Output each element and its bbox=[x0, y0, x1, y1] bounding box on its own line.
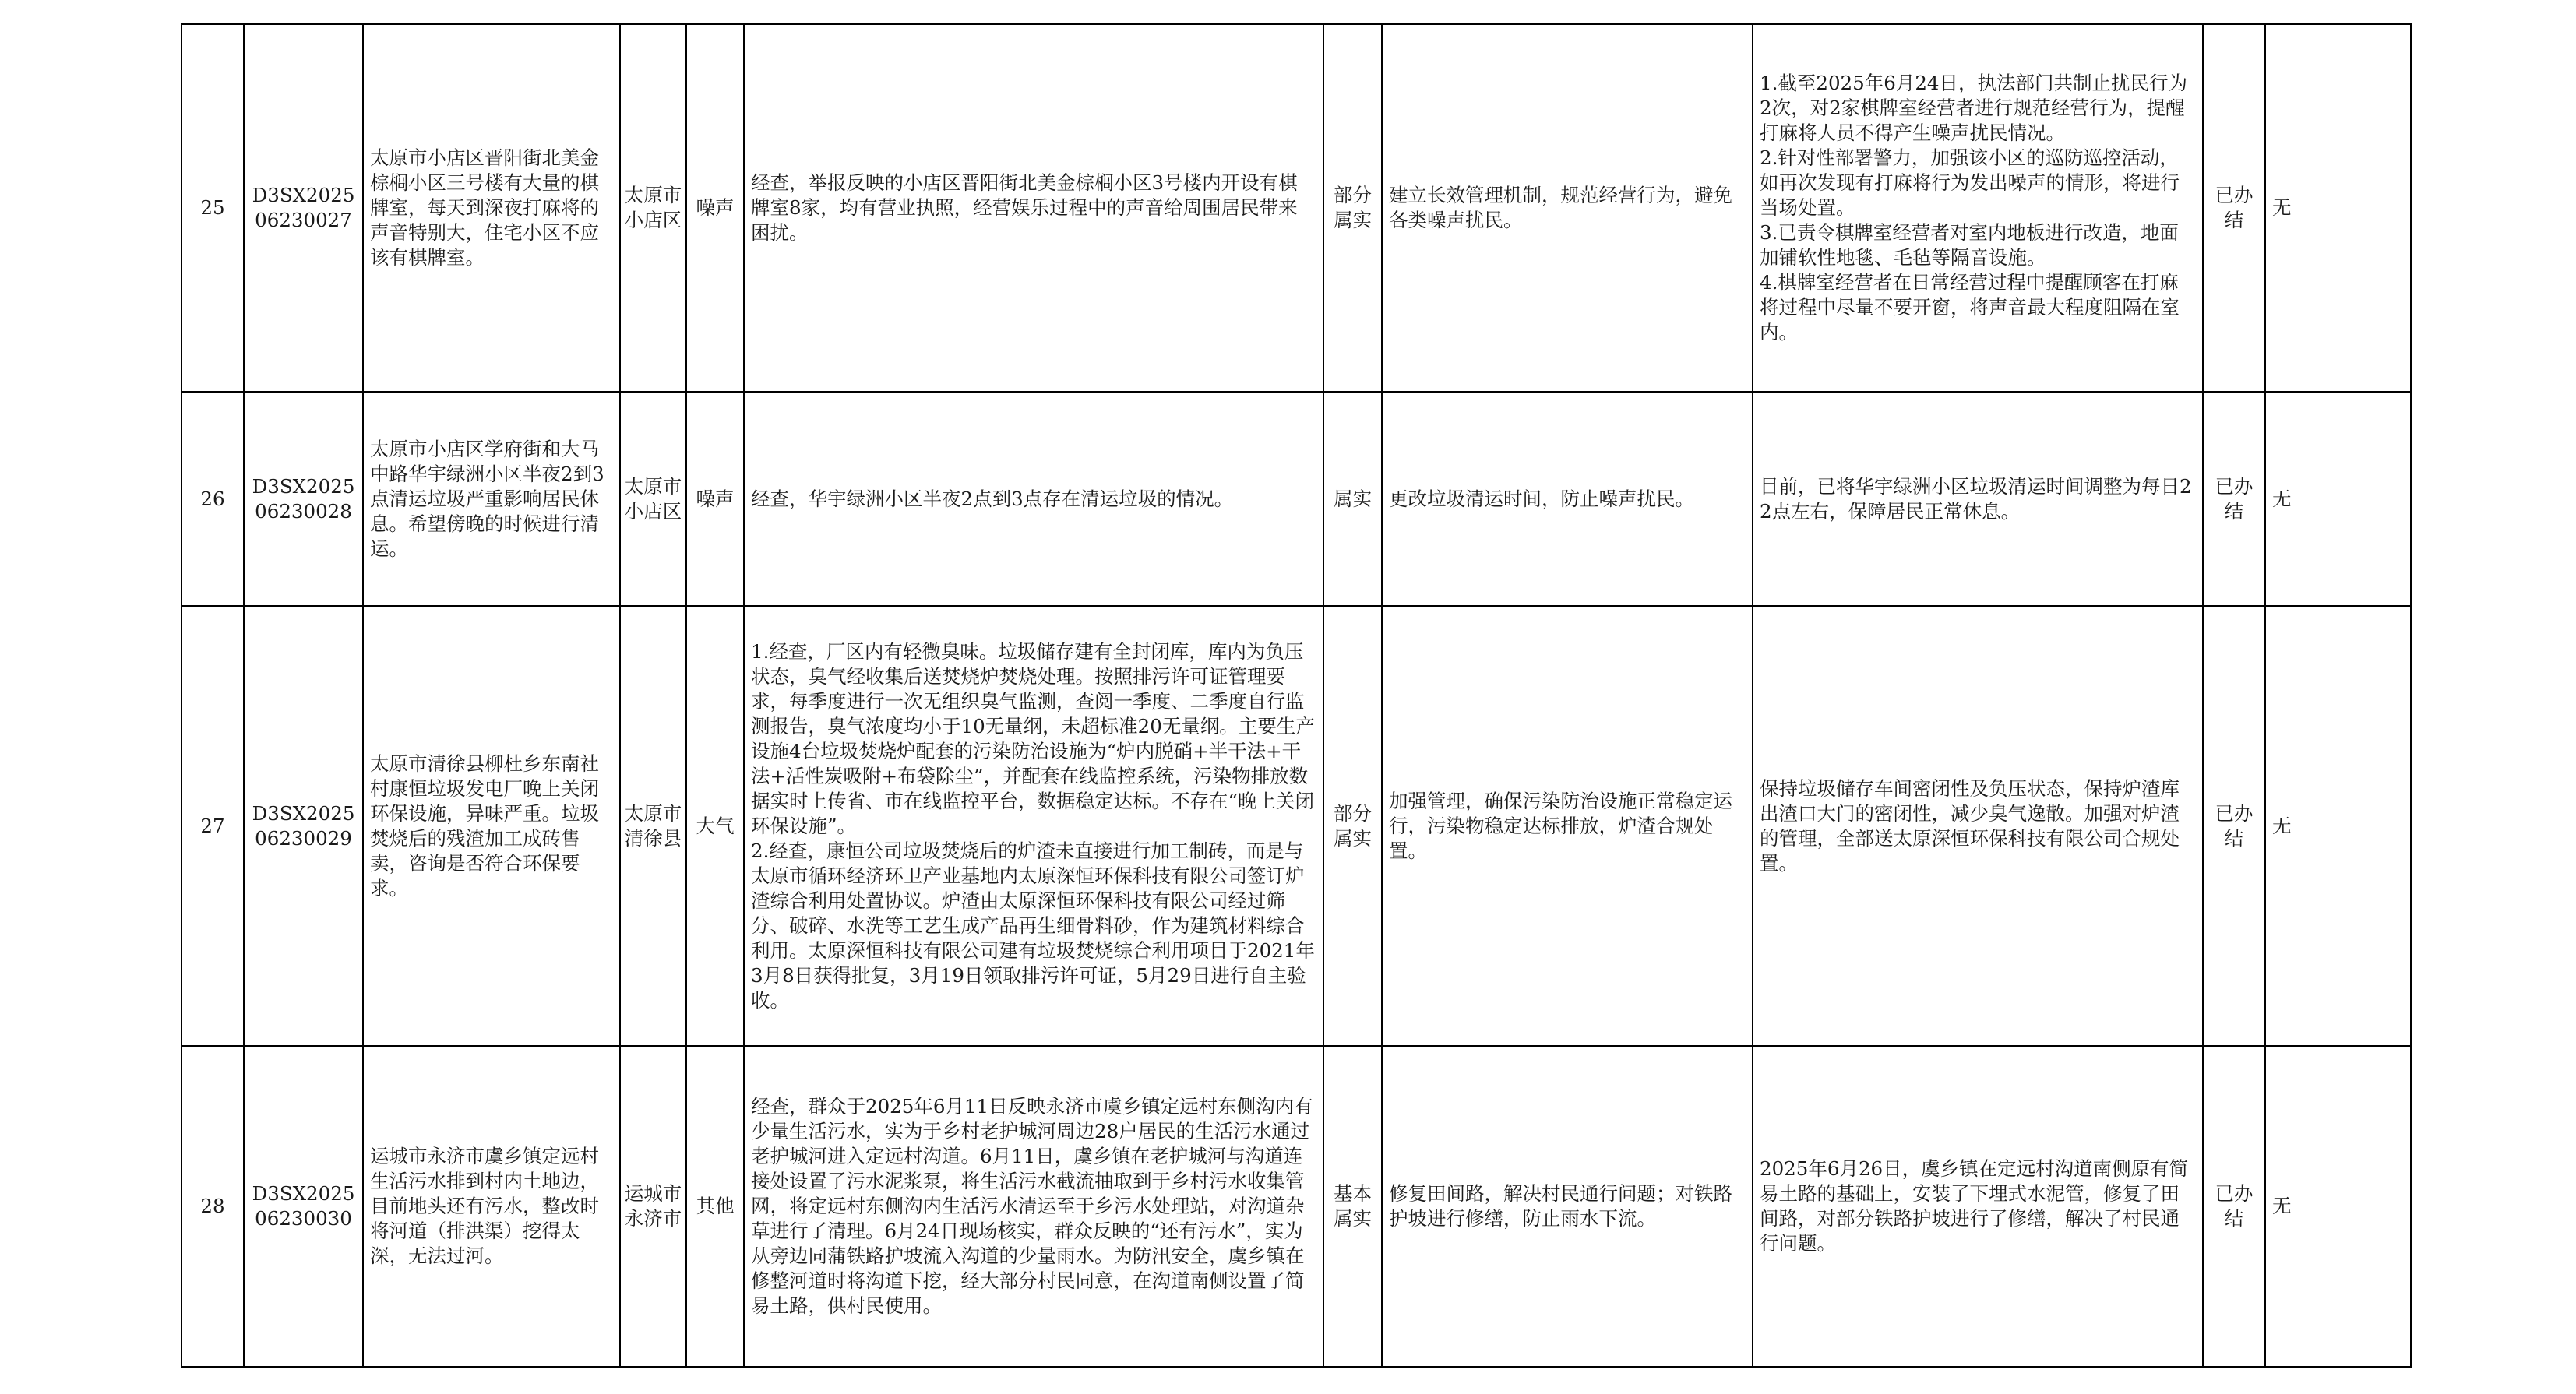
case-code: D3SX202506230030 bbox=[244, 1046, 363, 1367]
case-code: D3SX202506230027 bbox=[244, 24, 363, 392]
table-row bbox=[181, 606, 2411, 1046]
table-row bbox=[181, 392, 2411, 606]
case-status: 已办结 bbox=[2203, 1046, 2265, 1367]
case-status: 已办结 bbox=[2203, 392, 2265, 606]
pollution-type: 噪声 bbox=[686, 392, 744, 606]
investigation-result: 1.经查，厂区内有轻微臭味。垃圾储存建有全封闭库，库内为负压状态，臭气经收集后送焚烧炉焚烧处理。按照排污许可证管理要求，每季度进行一次无组织臭气监测，查阅一季度、二季度自行监测报告，臭气浓度均小于10无量纲，未超标准20无量纲。主要生产设施4台垃圾焚烧炉配套的污染防治设施为“炉内脱硝+半干法+干法+活性炭吸附+布袋除尘”，并配套在线监控系统，污染物排放数据实时上传省、市在线监控平台，数据稳定达标。不存在“晚上关闭环保设施”。 2.经查，康恒公司垃圾焚烧后的炉渣未直接进行加工制砖，而是与太原市循环经济环卫产业基地内太原深恒环保科技有限公司签订炉渣综合利用处置协议。炉渣由太原深恒环保科技有限公司经过筛分、破碎、水洗等工艺生成产品再生细骨料砂，作为建筑材料综合利用。太原深恒科技有限公司建有垃圾焚烧综合利用项目于2021年3月8日获得批复，3月19日领取排污许可证，5月29日进行自主验收。 bbox=[744, 606, 1323, 1046]
pollution-type: 大气 bbox=[686, 606, 744, 1046]
accountability: 无 bbox=[2265, 1046, 2411, 1367]
row-number: 27 bbox=[181, 606, 244, 1046]
table-row bbox=[181, 1046, 2411, 1367]
handling-requirement: 加强管理，确保污染防治设施正常稳定运行，污染物稳定达标排放，炉渣合规处置。 bbox=[1382, 606, 1753, 1046]
table-row bbox=[181, 24, 2411, 392]
administrative-area: 太原市小店区 bbox=[620, 24, 686, 392]
rectification-progress: 保持垃圾储存车间密闭性及负压状态，保持炉渣库出渣口大门的密闭性，减少臭气逸散。加强对炉渣的管理，全部送太原深恒环保科技有限公司合规处置。 bbox=[1753, 606, 2203, 1046]
complaint-content: 太原市清徐县柳杜乡东南社村康恒垃圾发电厂晚上关闭环保设施，异味严重。垃圾焚烧后的残渣加工成砖售卖，咨询是否符合环保要求。 bbox=[363, 606, 620, 1046]
accountability: 无 bbox=[2265, 606, 2411, 1046]
verification-verdict: 基本属实 bbox=[1323, 1046, 1382, 1367]
row-number: 26 bbox=[181, 392, 244, 606]
administrative-area: 运城市永济市 bbox=[620, 1046, 686, 1367]
investigation-result: 经查，举报反映的小店区晋阳街北美金棕榈小区3号楼内开设有棋牌室8家，均有营业执照，经营娱乐过程中的声音给周围居民带来困扰。 bbox=[744, 24, 1323, 392]
handling-requirement: 修复田间路，解决村民通行问题；对铁路护坡进行修缮，防止雨水下流。 bbox=[1382, 1046, 1753, 1367]
rectification-progress: 1.截至2025年6月24日，执法部门共制止扰民行为2次，对2家棋牌室经营者进行规范经营行为，提醒打麻将人员不得产生噪声扰民情况。 2.针对性部署警力，加强该小区的巡防巡控活动，如再次发现有打麻将行为发出噪声的情形，将进行当场处置。 3.已责令棋牌室经营者对室内地板进行改造，地面加铺软性地毯、毛毡等隔音设施。 4.棋牌室经营者在日常经营过程中提醒顾客在打麻将过程中尽量不要开窗，将声音最大程度阻隔在室内。 bbox=[1753, 24, 2203, 392]
row-number: 28 bbox=[181, 1046, 244, 1367]
verification-verdict: 部分属实 bbox=[1323, 24, 1382, 392]
accountability: 无 bbox=[2265, 24, 2411, 392]
complaint-content: 运城市永济市虞乡镇定远村生活污水排到村内土地边，目前地头还有污水，整改时将河道（排洪渠）挖得太深，无法过河。 bbox=[363, 1046, 620, 1367]
case-code: D3SX202506230029 bbox=[244, 606, 363, 1046]
rectification-progress: 目前，已将华宇绿洲小区垃圾清运时间调整为每日22点左右，保障居民正常休息。 bbox=[1753, 392, 2203, 606]
pollution-type: 其他 bbox=[686, 1046, 744, 1367]
case-status: 已办结 bbox=[2203, 606, 2265, 1046]
case-status: 已办结 bbox=[2203, 24, 2265, 392]
verification-verdict: 属实 bbox=[1323, 392, 1382, 606]
complaint-content: 太原市小店区晋阳街北美金棕榈小区三号楼有大量的棋牌室，每天到深夜打麻将的声音特别大，住宅小区不应该有棋牌室。 bbox=[363, 24, 620, 392]
verification-verdict: 部分属实 bbox=[1323, 606, 1382, 1046]
accountability: 无 bbox=[2265, 392, 2411, 606]
administrative-area: 太原市清徐县 bbox=[620, 606, 686, 1046]
administrative-area: 太原市小店区 bbox=[620, 392, 686, 606]
investigation-result: 经查，华宇绿洲小区半夜2点到3点存在清运垃圾的情况。 bbox=[744, 392, 1323, 606]
complaint-table bbox=[181, 23, 2412, 1368]
investigation-result: 经查，群众于2025年6月11日反映永济市虞乡镇定远村东侧沟内有少量生活污水，实为于乡村老护城河周边28户居民的生活污水通过老护城河进入定远村沟道。6月11日，虞乡镇在老护城河与沟道连接处设置了污水泥浆泵，将生活污水截流抽取到于乡村污水收集管网，将定远村东侧沟内生活污水清运至于乡污水处理站，对沟道杂草进行了清理。6月24日现场核实，群众反映的“还有污水”，实为从旁边同蒲铁路护坡流入沟道的少量雨水。为防汛安全，虞乡镇在修整河道时将沟道下挖，经大部分村民同意，在沟道南侧设置了简易土路，供村民使用。 bbox=[744, 1046, 1323, 1367]
row-number: 25 bbox=[181, 24, 244, 392]
complaint-content: 太原市小店区学府街和大马中路华宇绿洲小区半夜2到3点清运垃圾严重影响居民休息。希望傍晚的时候进行清运。 bbox=[363, 392, 620, 606]
rectification-progress: 2025年6月26日，虞乡镇在定远村沟道南侧原有简易土路的基础上，安装了下埋式水泥管，修复了田间路，对部分铁路护坡进行了修缮，解决了村民通行问题。 bbox=[1753, 1046, 2203, 1367]
handling-requirement: 更改垃圾清运时间，防止噪声扰民。 bbox=[1382, 392, 1753, 606]
pollution-type: 噪声 bbox=[686, 24, 744, 392]
case-code: D3SX202506230028 bbox=[244, 392, 363, 606]
handling-requirement: 建立长效管理机制，规范经营行为，避免各类噪声扰民。 bbox=[1382, 24, 1753, 392]
